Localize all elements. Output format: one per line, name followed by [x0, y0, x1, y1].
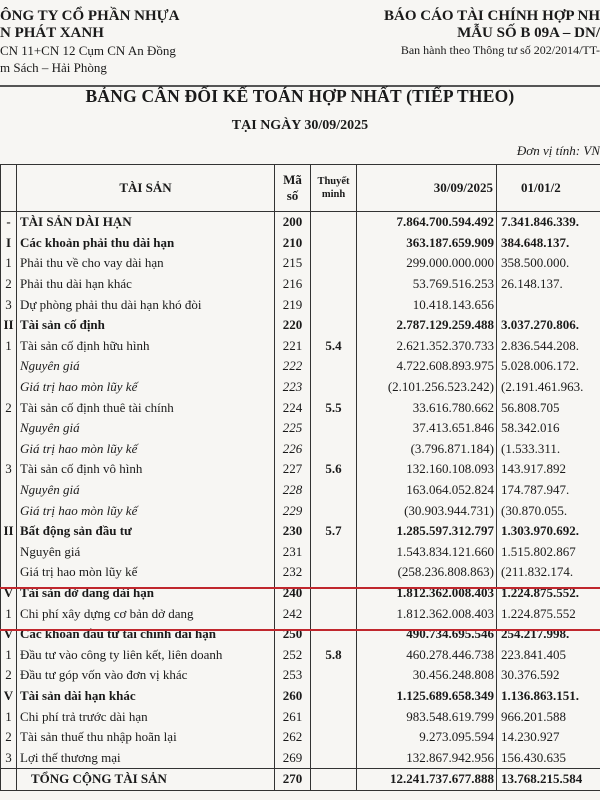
table-row: [1, 253, 600, 274]
row-value-prior: 966.201.588: [497, 706, 600, 727]
row-code: 227: [275, 459, 311, 480]
row-value-prior: (2.191.461.963.: [497, 377, 600, 398]
table-row: [1, 769, 600, 791]
row-value-prior: 1.224.875.552.: [497, 583, 600, 604]
table-row: [1, 480, 600, 501]
report-header: [384, 8, 600, 59]
row-note: 5.4: [311, 336, 357, 357]
balance-sheet-table: [0, 164, 600, 791]
row-index: I: [1, 233, 17, 254]
row-label: Tài sản dở dang dài hạn: [17, 583, 275, 604]
row-note: 5.5: [311, 397, 357, 418]
document-title: BẢNG CÂN ĐỐI KẾ TOÁN HỢP NHẤT (TIẾP THEO): [85, 86, 515, 106]
row-index: 3: [1, 747, 17, 768]
row-code: 230: [275, 521, 311, 542]
row-value-current: 30.456.248.808: [357, 665, 497, 686]
row-index: 2: [1, 397, 17, 418]
row-label: Nguyên giá: [17, 356, 275, 377]
row-index: [1, 439, 17, 460]
row-code: 242: [275, 603, 311, 624]
row-index: II: [1, 521, 17, 542]
row-note: [311, 562, 357, 583]
table-row: [1, 315, 600, 336]
table-row: [1, 212, 600, 233]
row-index: II: [1, 315, 17, 336]
address-line2: m Sách – Hải Phòng: [0, 60, 107, 75]
row-value-prior: (30.870.055.: [497, 500, 600, 521]
row-index: [1, 480, 17, 501]
row-note: [311, 727, 357, 748]
row-note: [311, 253, 357, 274]
row-label: Bất động sản đầu tư: [17, 521, 275, 542]
row-value-current: 1.812.362.008.403: [357, 583, 497, 604]
table-row: [1, 686, 600, 707]
row-label: Các khoản đầu tư tài chính dài hạn: [17, 624, 275, 645]
table-row: [1, 747, 600, 768]
row-index: [1, 356, 17, 377]
row-code: 223: [275, 377, 311, 398]
row-label: Đầu tư góp vốn vào đơn vị khác: [17, 665, 275, 686]
regulation-note: Ban hành theo Thông tư số 202/2014/TT-: [400, 43, 600, 57]
table-row: [1, 459, 600, 480]
row-code: 222: [275, 356, 311, 377]
row-index: V: [1, 624, 17, 645]
row-value-current: 7.864.700.594.492: [357, 212, 497, 233]
form-number: MẪU SỐ B 09A – DN/: [457, 25, 600, 41]
address-line1: CN 11+CN 12 Cụm CN An Đồng: [0, 43, 176, 58]
company-name-line2: N PHÁT XANH: [0, 25, 104, 41]
row-value-prior: 2.836.544.208.: [497, 336, 600, 357]
row-code: 224: [275, 397, 311, 418]
row-code: 219: [275, 294, 311, 315]
row-value-prior: [497, 294, 600, 315]
row-note: [311, 706, 357, 727]
row-index: V: [1, 583, 17, 604]
table-row: [1, 624, 600, 645]
row-value-current: 1.543.834.121.660: [357, 542, 497, 563]
document-date: TẠI NGÀY 30/09/2025: [231, 118, 369, 133]
company-name-line1: ÔNG TY CỔ PHẦN NHỰA: [0, 8, 180, 24]
row-value-current: 363.187.659.909: [357, 233, 497, 254]
row-note: [311, 769, 357, 791]
table-row: [1, 521, 600, 542]
row-value-current: 4.722.608.893.975: [357, 356, 497, 377]
row-label: TỔNG CỘNG TÀI SẢN: [17, 769, 275, 791]
row-note: [311, 212, 357, 233]
row-code: 270: [275, 769, 311, 791]
row-value-current: (3.796.871.184): [357, 439, 497, 460]
row-code: 252: [275, 644, 311, 665]
table-row: [1, 500, 600, 521]
row-code: 261: [275, 706, 311, 727]
row-value-prior: 1.303.970.692.: [497, 521, 600, 542]
row-value-current: (258.236.808.863): [357, 562, 497, 583]
row-value-current: (2.101.256.523.242): [357, 377, 497, 398]
row-value-current: 460.278.446.738: [357, 644, 497, 665]
row-label: Nguyên giá: [17, 418, 275, 439]
row-label: TÀI SẢN DÀI HẠN: [17, 212, 275, 233]
row-value-current: (30.903.944.731): [357, 500, 497, 521]
row-index: 1: [1, 336, 17, 357]
row-code: 232: [275, 562, 311, 583]
row-code: 231: [275, 542, 311, 563]
table-row: [1, 727, 600, 748]
row-value-current: 163.064.052.824: [357, 480, 497, 501]
row-value-prior: 156.430.635: [497, 747, 600, 768]
row-note: [311, 439, 357, 460]
row-index: 3: [1, 294, 17, 315]
report-title: BÁO CÁO TÀI CHÍNH HỢP NH: [384, 8, 600, 24]
row-value-prior: 56.808.705: [497, 397, 600, 418]
row-value-current: 2.787.129.259.488: [357, 315, 497, 336]
row-value-current: 983.548.619.799: [357, 706, 497, 727]
table-row: [1, 418, 600, 439]
row-note: [311, 274, 357, 295]
row-note: [311, 747, 357, 768]
row-value-prior: 26.148.137.: [497, 274, 600, 295]
row-code: 269: [275, 747, 311, 768]
row-code: 250: [275, 624, 311, 645]
table-row: [1, 644, 600, 665]
row-index: 2: [1, 665, 17, 686]
row-value-prior: 7.341.846.339.: [497, 212, 600, 233]
row-label: Tài sản thuế thu nhập hoãn lại: [17, 727, 275, 748]
row-code: 240: [275, 583, 311, 604]
row-index: 1: [1, 706, 17, 727]
row-code: 221: [275, 336, 311, 357]
row-value-current: 33.616.780.662: [357, 397, 497, 418]
row-value-current: 12.241.737.677.888: [357, 769, 497, 791]
table-row: [1, 665, 600, 686]
row-note: 5.7: [311, 521, 357, 542]
row-index: [1, 542, 17, 563]
row-value-current: 9.273.095.594: [357, 727, 497, 748]
row-label: Đầu tư vào công ty liên kết, liên doanh: [17, 644, 275, 665]
row-index: 1: [1, 644, 17, 665]
row-value-prior: (211.832.174.: [497, 562, 600, 583]
row-index: [1, 377, 17, 398]
table-row: [1, 274, 600, 295]
row-index: [1, 500, 17, 521]
row-note: [311, 686, 357, 707]
header-prior: 01/01/2: [497, 165, 600, 212]
highlight-line-bottom: [0, 629, 600, 631]
row-label: Tài sản cố định vô hình: [17, 459, 275, 480]
row-value-current: 1.125.689.658.349: [357, 686, 497, 707]
row-label: Giá trị hao mòn lũy kế: [17, 500, 275, 521]
row-note: [311, 377, 357, 398]
table-row: [1, 706, 600, 727]
table-row: [1, 356, 600, 377]
table-row: [1, 583, 600, 604]
row-index: 1: [1, 603, 17, 624]
row-index: 3: [1, 459, 17, 480]
company-header: [0, 8, 179, 76]
currency-unit: Đơn vị tính: VN: [516, 143, 600, 158]
row-label: Các khoản phải thu dài hạn: [17, 233, 275, 254]
row-label: Giá trị hao mòn lũy kế: [17, 439, 275, 460]
row-value-current: 1.285.597.312.797: [357, 521, 497, 542]
row-value-prior: 143.917.892: [497, 459, 600, 480]
table-row: [1, 377, 600, 398]
table-row: [1, 603, 600, 624]
row-label: Phải thu về cho vay dài hạn: [17, 253, 275, 274]
table-row: [1, 233, 600, 254]
row-code: 215: [275, 253, 311, 274]
row-note: [311, 233, 357, 254]
row-value-prior: (1.533.311.: [497, 439, 600, 460]
row-code: 200: [275, 212, 311, 233]
row-value-current: 299.000.000.000: [357, 253, 497, 274]
row-value-prior: 14.230.927: [497, 727, 600, 748]
row-note: [311, 294, 357, 315]
row-label: Tài sản cố định thuê tài chính: [17, 397, 275, 418]
header-note: Thuyết minh: [311, 165, 357, 212]
row-index: 1: [1, 253, 17, 274]
row-index: V: [1, 686, 17, 707]
row-note: 5.8: [311, 644, 357, 665]
row-code: 253: [275, 665, 311, 686]
row-label: Tài sản cố định hữu hình: [17, 336, 275, 357]
row-note: [311, 583, 357, 604]
row-label: Giá trị hao mòn lũy kế: [17, 562, 275, 583]
row-note: [311, 315, 357, 336]
row-index: [1, 562, 17, 583]
row-code: 220: [275, 315, 311, 336]
table-row: [1, 542, 600, 563]
row-value-current: 10.418.143.656: [357, 294, 497, 315]
row-value-current: 53.769.516.253: [357, 274, 497, 295]
row-value-current: 490.734.695.546: [357, 624, 497, 645]
table-row: [1, 336, 600, 357]
row-code: 216: [275, 274, 311, 295]
row-label: Tài sản cố định: [17, 315, 275, 336]
row-label: Tài sản dài hạn khác: [17, 686, 275, 707]
row-value-prior: 5.028.006.172.: [497, 356, 600, 377]
row-label: Phải thu dài hạn khác: [17, 274, 275, 295]
row-index: [1, 769, 17, 791]
row-value-prior: 1.224.875.552: [497, 603, 600, 624]
row-value-prior: 30.376.592: [497, 665, 600, 686]
row-label: Nguyên giá: [17, 542, 275, 563]
row-note: 5.6: [311, 459, 357, 480]
table-row: [1, 294, 600, 315]
row-value-prior: 174.787.947.: [497, 480, 600, 501]
table-header-row: [1, 165, 600, 212]
row-value-prior: 384.648.137.: [497, 233, 600, 254]
header-code: Mã số: [275, 165, 311, 212]
row-label: Giá trị hao mòn lũy kế: [17, 377, 275, 398]
row-value-current: 132.160.108.093: [357, 459, 497, 480]
row-label: Chi phí trả trước dài hạn: [17, 706, 275, 727]
row-value-prior: 3.037.270.806.: [497, 315, 600, 336]
row-note: [311, 665, 357, 686]
row-value-prior: 1.136.863.151.: [497, 686, 600, 707]
row-code: 226: [275, 439, 311, 460]
row-code: 260: [275, 686, 311, 707]
header-current: 30/09/2025: [357, 165, 497, 212]
row-value-current: 37.413.651.846: [357, 418, 497, 439]
table-row: [1, 397, 600, 418]
table-row: [1, 439, 600, 460]
row-code: 228: [275, 480, 311, 501]
row-label: Dự phòng phải thu dài hạn khó đòi: [17, 294, 275, 315]
row-note: [311, 603, 357, 624]
header-assets: TÀI SẢN: [17, 165, 275, 212]
row-label: Chi phí xây dựng cơ bản dở dang: [17, 603, 275, 624]
row-value-prior: 13.768.215.584: [497, 769, 600, 791]
table-row: [1, 562, 600, 583]
row-value-current: 2.621.352.370.733: [357, 336, 497, 357]
row-code: 229: [275, 500, 311, 521]
row-value-prior: 358.500.000.: [497, 253, 600, 274]
row-index: [1, 418, 17, 439]
row-note: [311, 624, 357, 645]
row-note: [311, 418, 357, 439]
row-note: [311, 480, 357, 501]
row-value-prior: 1.515.802.867: [497, 542, 600, 563]
row-index: 2: [1, 727, 17, 748]
row-index: -: [1, 212, 17, 233]
row-value-current: 132.867.942.956: [357, 747, 497, 768]
header-index: [1, 165, 17, 212]
row-note: [311, 356, 357, 377]
row-value-current: 1.812.362.008.403: [357, 603, 497, 624]
row-note: [311, 542, 357, 563]
row-value-prior: 254.217.998.: [497, 624, 600, 645]
row-value-prior: 223.841.405: [497, 644, 600, 665]
row-code: 262: [275, 727, 311, 748]
row-label: Nguyên giá: [17, 480, 275, 501]
row-label: Lợi thế thương mại: [17, 747, 275, 768]
highlight-line-top: [0, 587, 600, 589]
row-note: [311, 500, 357, 521]
row-code: 225: [275, 418, 311, 439]
row-value-prior: 58.342.016: [497, 418, 600, 439]
row-index: 2: [1, 274, 17, 295]
row-code: 210: [275, 233, 311, 254]
